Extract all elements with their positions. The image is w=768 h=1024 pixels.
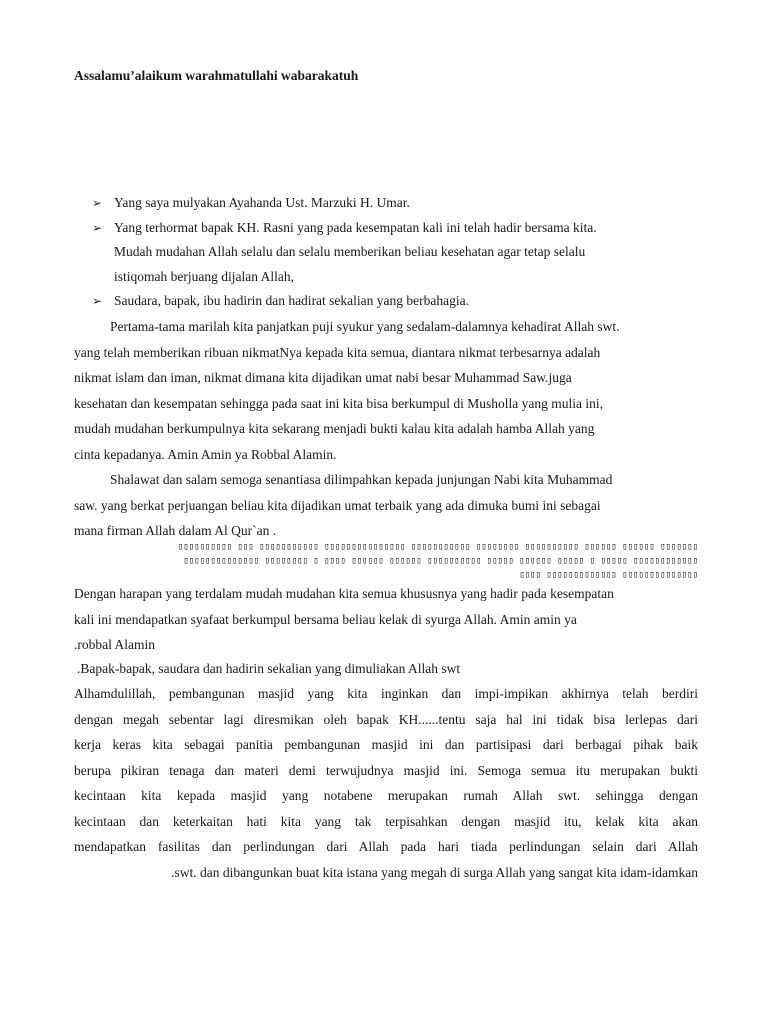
- text-line: kesehatan dan kesempatan sehingga pada saat ini kita bisa berkumpul di Musholla yang mulia ini,: [74, 395, 603, 411]
- text-line: .robbal Alamin: [74, 637, 155, 652]
- list-item-continuation: Mudah mudahan Allah selalu dan selalu memberikan beliau kesehatan agar tetap selalu: [114, 244, 586, 259]
- list-item: ➢ Yang terhormat bapak KH. Rasni yang pada kesempatan kali ini telah hadir bersama kita.: [92, 216, 702, 241]
- text-line: yang telah memberikan ribuan nikmatNya kepada kita semua, diantara nikmat terbesarnya adalah: [74, 344, 601, 360]
- text-line: berupa pikiran tenaga dan materi demi terwujudnya masjid ini. Semoga semua itu merupakan bukti: [74, 762, 698, 778]
- text-line: ▯▯▯▯▯▯▯▯▯▯▯▯ ▯▯▯▯▯ ▯ ▯▯▯▯▯ ▯▯▯▯▯▯ ▯▯▯▯▯ ▯▯▯▯▯▯▯▯▯▯ ▯▯▯▯▯▯ ▯▯▯▯▯▯ ▯▯▯▯ ▯ ▯▯▯▯▯▯▯▯ ▯▯▯▯▯▯▯▯▯▯▯▯▯▯: [183, 556, 698, 566]
- text-line: Alhamdulillah, pembangunan masjid yang kita inginkan dan impi-impikan akhirnya telah berdiri: [74, 686, 698, 701]
- arrow-bullet-icon: ➢: [92, 220, 103, 235]
- text-line: ▯▯▯▯▯▯▯ ▯▯▯▯▯▯ ▯▯▯▯▯▯ ▯▯▯▯▯▯▯▯▯▯ ▯▯▯▯▯▯▯▯ ▯▯▯▯▯▯▯▯▯▯▯ ▯▯▯▯▯▯▯▯▯▯▯▯▯▯▯ ▯▯▯▯▯▯▯▯▯▯▯ ▯▯▯ ▯▯▯▯▯▯▯▯▯▯: [177, 542, 698, 552]
- text-line: kecintaan dan keterkaitan hati kita yang tak terpisahkan dengan masjid itu, kelak kita akan: [74, 813, 698, 829]
- document-title: Assalamu’alaikum warahmatullahi wabarakatuh: [74, 68, 359, 83]
- arabic-verse-missing-glyphs: [74, 540, 698, 582]
- text-line: mudah mudahan berkumpulnya kita sekarang menjadi bukti kalau kita adalah hamba Allah yang: [74, 421, 595, 436]
- greeting-line: [74, 656, 698, 682]
- salutation-list: [92, 191, 702, 314]
- text-line: saw. yang berkat perjuangan beliau kita dijadikan umat terbaik yang ada dimuka bumi ini sebagai: [74, 497, 601, 513]
- text-line: .Bapak-bapak, saudara dan hadirin sekalian yang dimuliakan Allah swt: [77, 661, 461, 676]
- arrow-bullet-icon: ➢: [92, 196, 103, 210]
- text-line: kecintaan kita kepada masjid yang notabene merupakan rumah Allah swt. sehingga dengan: [74, 788, 698, 803]
- paragraph-praise: [74, 314, 698, 467]
- paragraph-mosque: [74, 681, 698, 885]
- text-line: Dengan harapan yang terdalam mudah mudahan kita semua khususnya yang hadir pada kesempatan: [74, 586, 614, 601]
- text-line: cinta kepadanya. Amin Amin ya Robbal Alamin.: [74, 446, 337, 462]
- paragraph-hope: [74, 581, 698, 658]
- paragraph-shalawat: [74, 467, 698, 544]
- text-line: nikmat islam dan iman, nikmat dimana kita dijadikan umat nabi besar Muhammad Saw.juga: [74, 370, 572, 385]
- text-line: mendapatkan fasilitas dan perlindungan dari Allah pada hari tiada perlindungan selain dari Allah: [74, 839, 698, 854]
- list-item-continuation: istiqomah berjuang dijalan Allah,: [114, 268, 294, 284]
- text-line: dengan megah sebentar lagi diresmikan oleh bapak KH......tentu saja hal ini tidak bisa lerlepas dari: [74, 711, 698, 727]
- list-item: ➢ Yang saya mulyakan Ayahanda Ust. Marzuki H. Umar.: [92, 191, 702, 216]
- text-line: ▯▯▯▯▯▯▯▯▯▯▯▯▯▯ ▯▯▯▯▯▯▯▯▯▯▯▯▯ ▯▯▯▯: [519, 570, 698, 580]
- text-line: mana firman Allah dalam Al Qur`an .: [74, 523, 277, 538]
- text-line: Pertama-tama marilah kita panjatkan puji syukur yang sedalam-dalamnya kehadirat Allah swt.: [110, 319, 620, 334]
- list-item: ➢ Saudara, bapak, ibu hadirin dan hadirat sekalian yang berbahagia.: [92, 289, 702, 314]
- text-line: kali ini mendapatkan syafaat berkumpul bersama beliau kelak di syurga Allah. Amin amin ya: [74, 611, 577, 627]
- arrow-bullet-icon: ➢: [92, 294, 103, 308]
- text-line: Shalawat dan salam semoga senantiasa dilimpahkan kepada junjungan Nabi kita Muhammad: [110, 472, 613, 487]
- text-line: .swt. dan dibangunkan buat kita istana yang megah di surga Allah yang sangat kita idam-idamkan: [171, 864, 698, 880]
- text-line: kerja keras kita sebagai panitia pembangunan masjid ini dan partisipasi dari berbagai pihak baik: [74, 737, 698, 752]
